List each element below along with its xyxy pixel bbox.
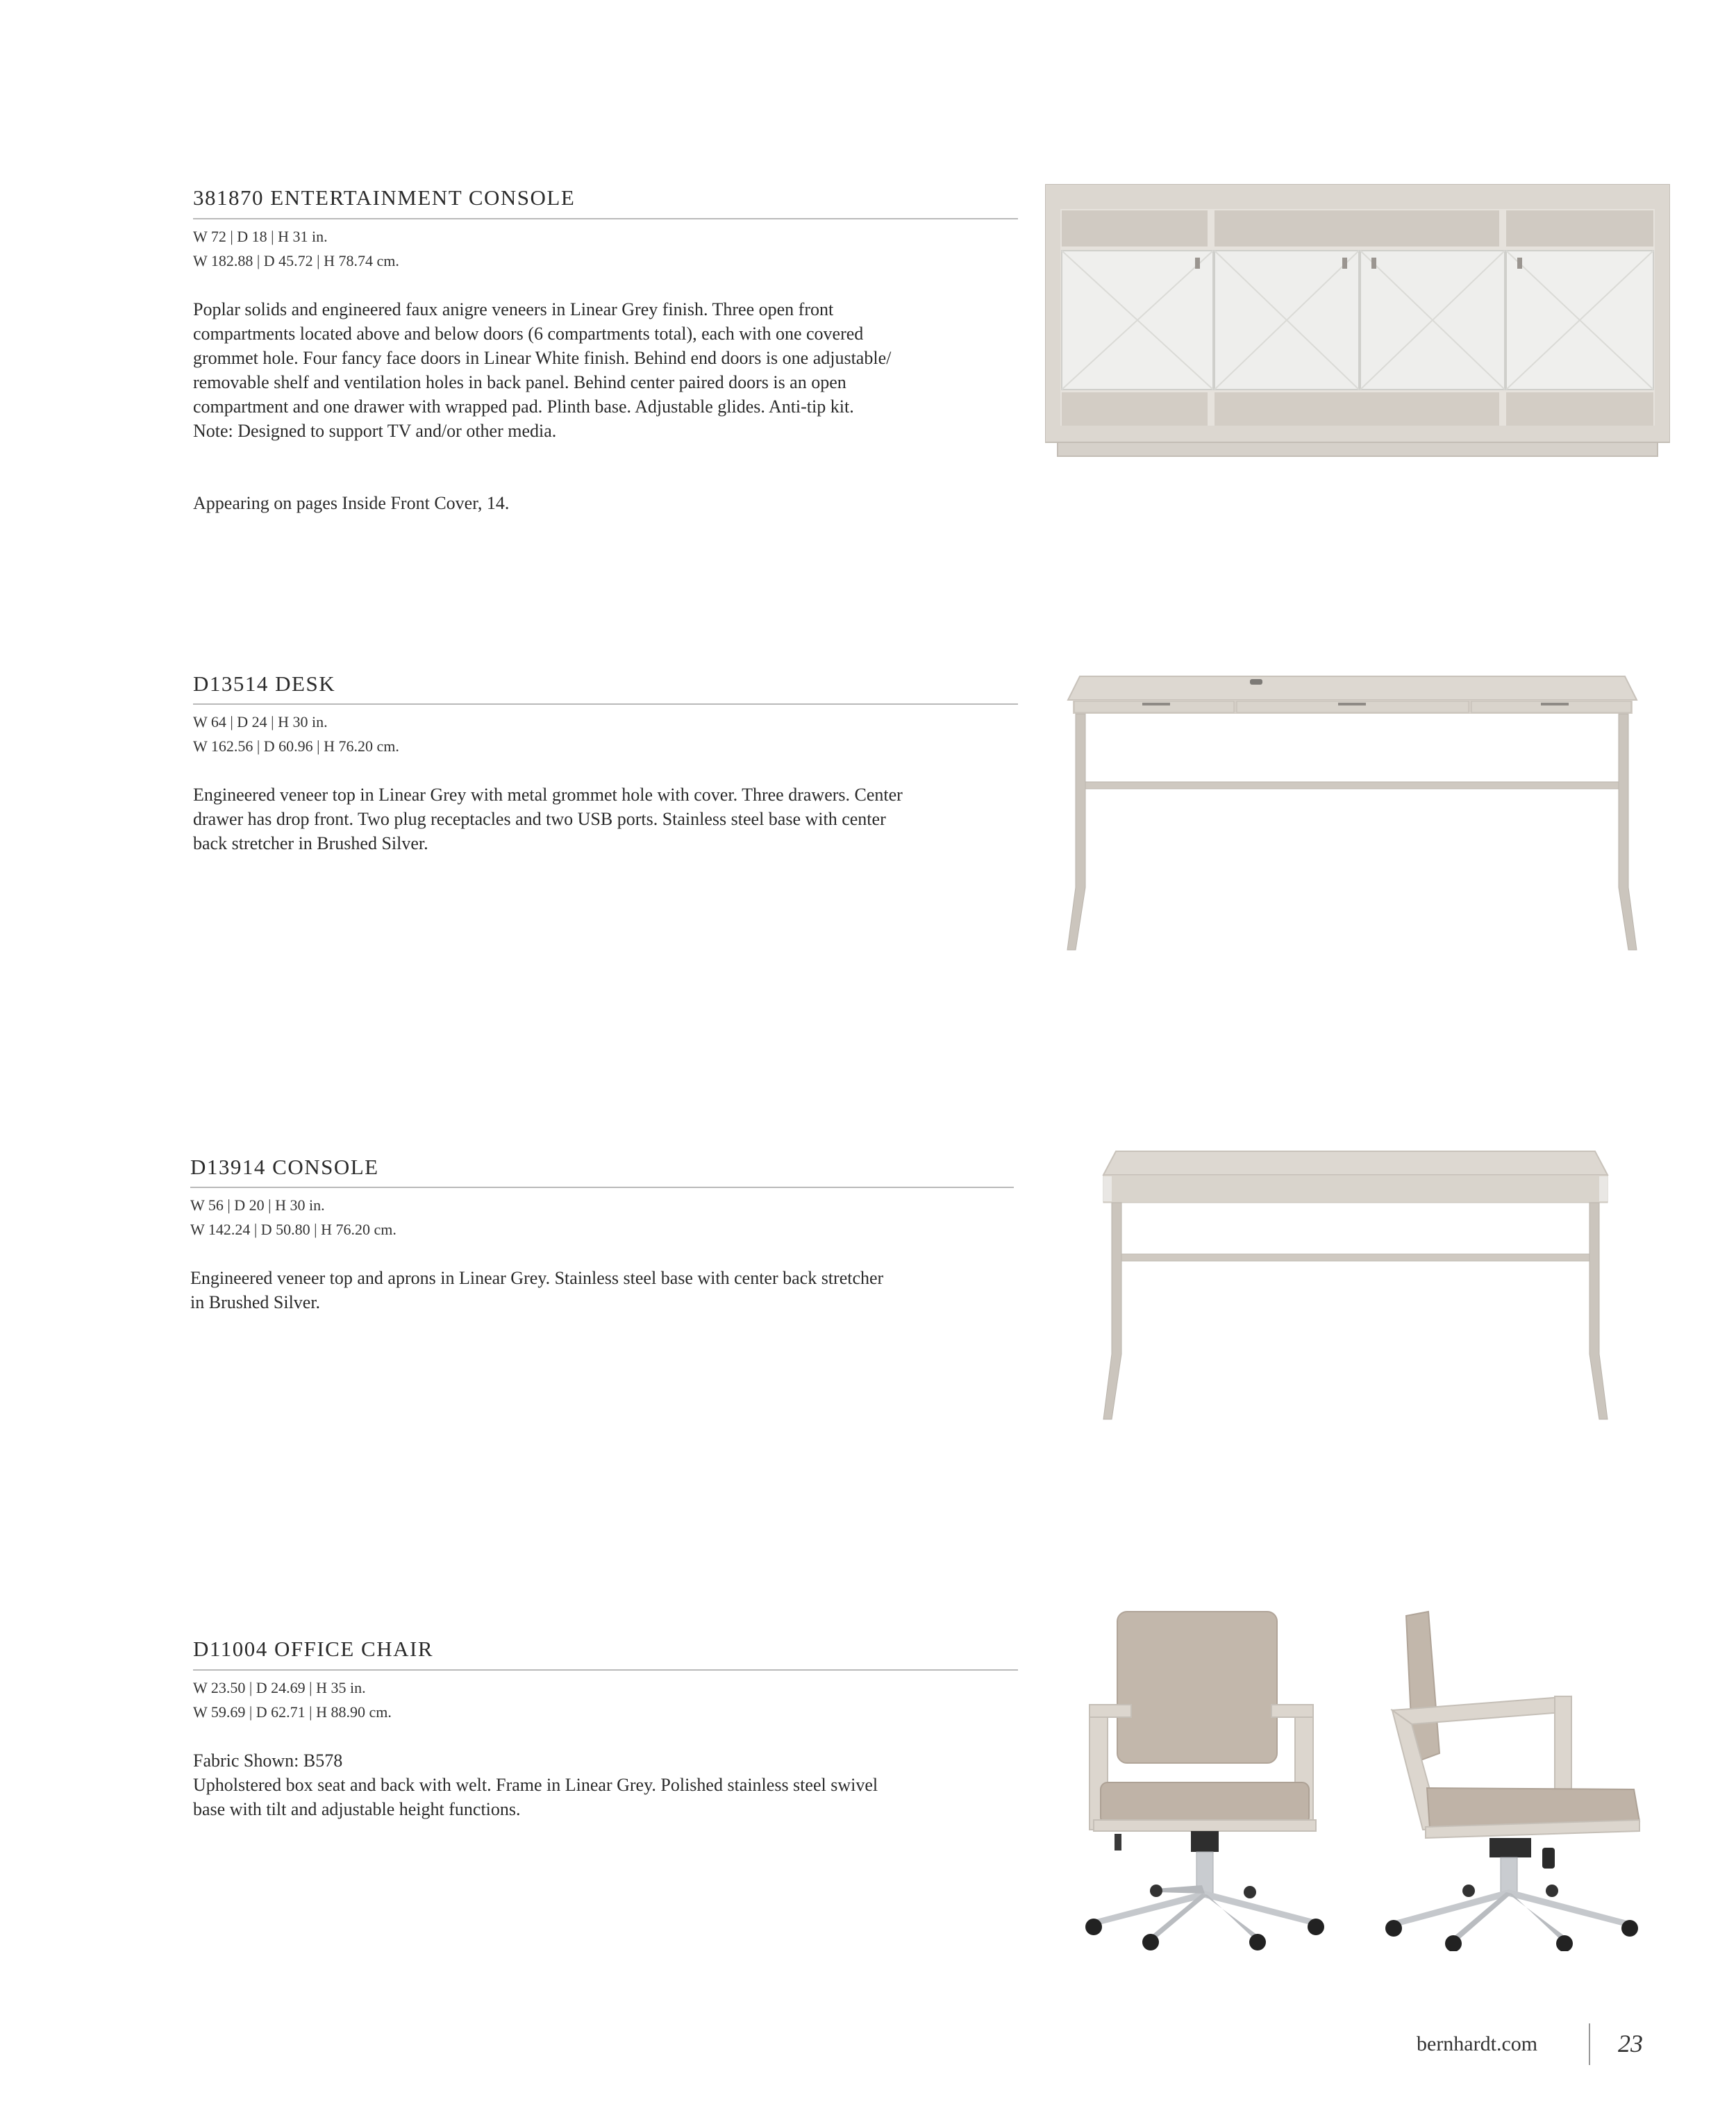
product-description — [193, 1748, 1026, 1821]
description-line: back stretcher in Brushed Silver. — [193, 833, 428, 853]
office-chair-side-image — [1385, 1607, 1649, 1951]
entertainment-console-image — [1045, 184, 1670, 458]
description-line: compartment and one drawer with wrapped pad. Plinth base. Adjustable glides. Anti-tip kit. — [193, 396, 854, 417]
dimensions-inches: W 56 | D 20 | H 30 in. — [190, 1196, 325, 1214]
description-line: grommet hole. Four fancy face doors in Linear White finish. Behind end doors is one adjustable/ — [193, 348, 892, 368]
product-description — [190, 1266, 1024, 1314]
page-number: 23 — [1618, 2030, 1643, 2057]
appearing-pages: Appearing on pages Inside Front Cover, 14. — [193, 493, 510, 513]
office-chair-front-image — [1073, 1607, 1344, 1951]
desk-image — [1066, 672, 1639, 955]
title-rule — [193, 1669, 1018, 1671]
description-line: compartments located above and below doors (6 compartments total), each with one covered — [193, 324, 864, 344]
description-line: Note: Designed to support TV and/or other media. — [193, 421, 557, 441]
dimensions-cm: W 142.24 | D 50.80 | H 76.20 cm. — [190, 1221, 397, 1238]
footer-divider — [1589, 2023, 1590, 2065]
product-title: D11004 OFFICE CHAIR — [193, 1637, 433, 1661]
console-image — [1101, 1146, 1611, 1423]
fabric-shown: Fabric Shown: B578 — [193, 1751, 343, 1771]
title-rule — [193, 703, 1018, 705]
dimensions-cm: W 182.88 | D 45.72 | H 78.74 cm. — [193, 252, 399, 269]
product-description — [193, 297, 1026, 443]
description-line: Engineered veneer top and aprons in Linear Grey. Stainless steel base with center back stretcher — [190, 1268, 884, 1288]
dimensions-cm: W 162.56 | D 60.96 | H 76.20 cm. — [193, 737, 399, 755]
footer-website: bernhardt.com — [1417, 2032, 1538, 2055]
title-rule — [193, 218, 1018, 219]
product-description — [193, 783, 1026, 855]
dimensions-inches: W 23.50 | D 24.69 | H 35 in. — [193, 1679, 366, 1696]
product-title: D13914 CONSOLE — [190, 1155, 379, 1179]
description-line: in Brushed Silver. — [190, 1292, 321, 1312]
dimensions-inches: W 72 | D 18 | H 31 in. — [193, 228, 328, 245]
description-line: Engineered veneer top in Linear Grey with metal grommet hole with cover. Three drawers. Center — [193, 785, 903, 805]
description-line: Upholstered box seat and back with welt. Frame in Linear Grey. Polished stainless steel swivel — [193, 1775, 878, 1795]
title-rule — [190, 1187, 1014, 1188]
product-title: 381870 ENTERTAINMENT CONSOLE — [193, 185, 576, 210]
dimensions-cm: W 59.69 | D 62.71 | H 88.90 cm. — [193, 1703, 392, 1721]
description-line: drawer has drop front. Two plug receptacles and two USB ports. Stainless steel base with center — [193, 809, 886, 829]
dimensions-inches: W 64 | D 24 | H 30 in. — [193, 713, 328, 730]
description-line: removable shelf and ventilation holes in back panel. Behind center paired doors is an open — [193, 372, 846, 392]
description-line: Poplar solids and engineered faux anigre veneers in Linear Grey finish. Three open front — [193, 299, 834, 319]
product-title: D13514 DESK — [193, 671, 336, 696]
description-line: base with tilt and adjustable height functions. — [193, 1799, 521, 1819]
